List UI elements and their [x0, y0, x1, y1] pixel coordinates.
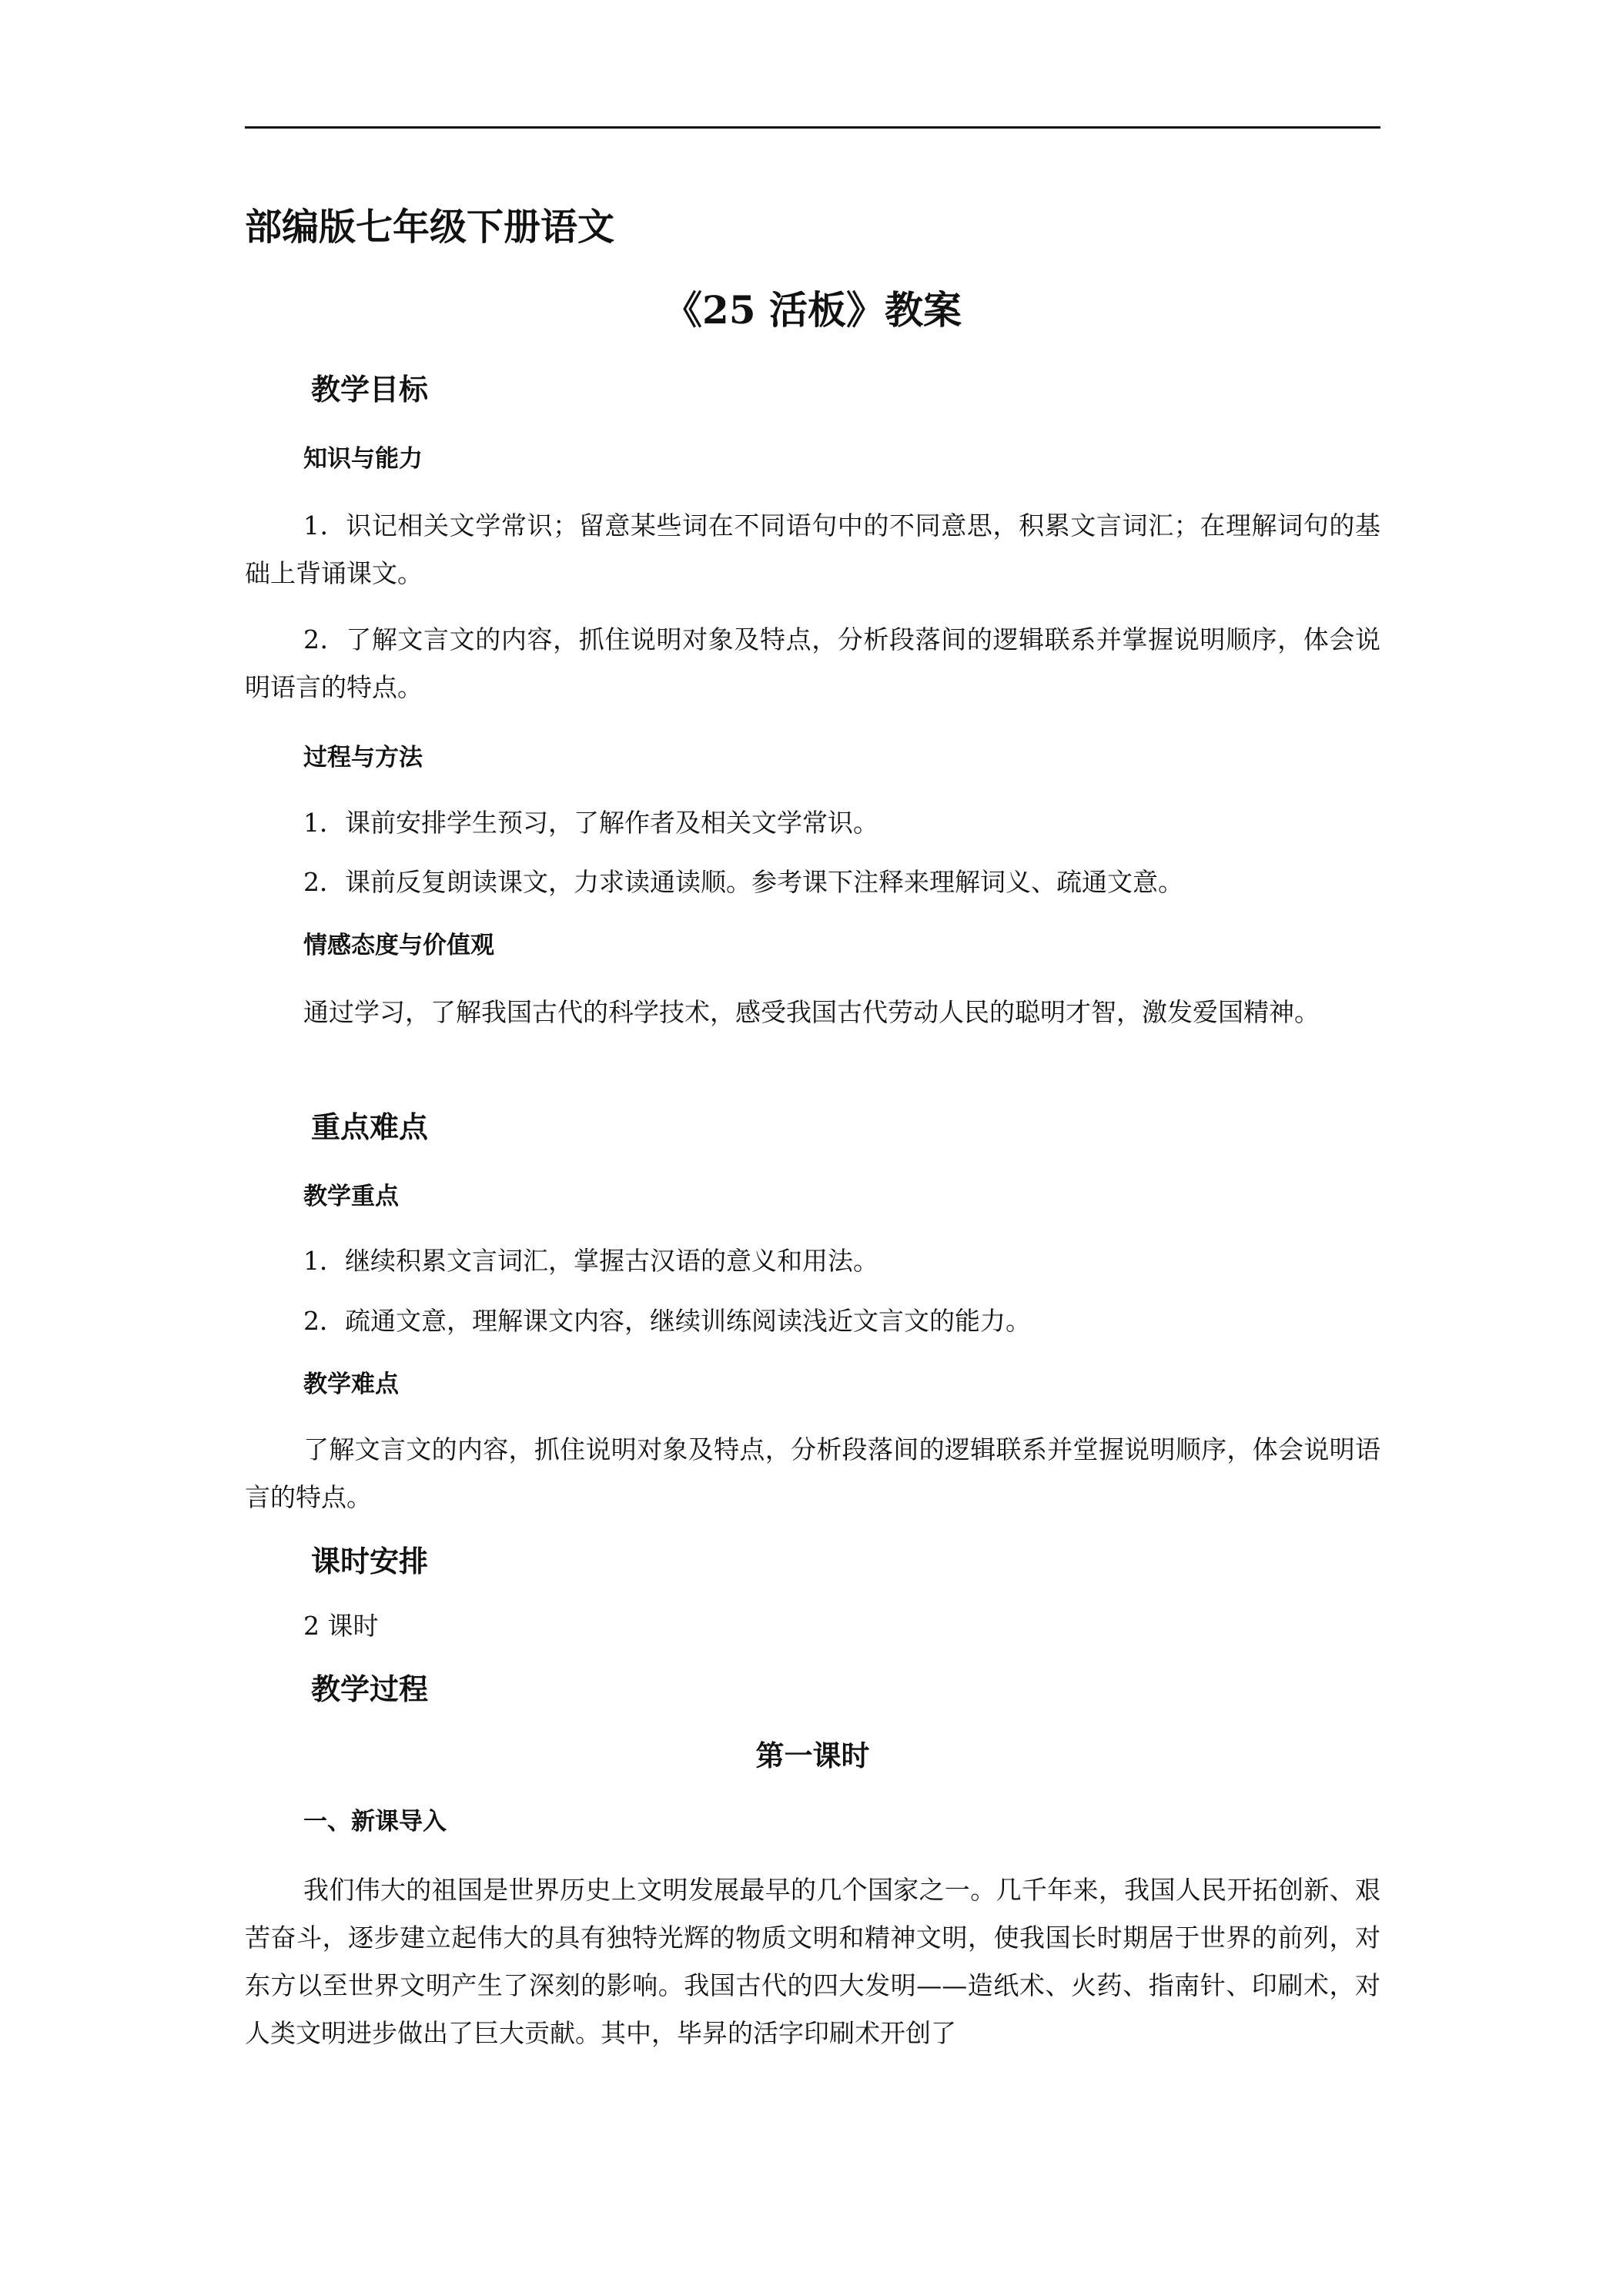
section-heading-process: 教学过程 — [311, 1672, 429, 1706]
period-heading: 第一课时 — [755, 1739, 870, 1772]
subheading-intro: 一、新课导入 — [303, 1808, 447, 1836]
schedule-text: 2 课时 — [303, 1611, 379, 1641]
lesson-title: 《25 活板》教案 — [664, 287, 962, 333]
process-item-2: 2．课前反复朗读课文，力求读通读顺。参考课下注释来理解词义、疏通文意。 — [303, 867, 1183, 897]
process-item-1: 1．课前安排学生预习，了解作者及相关文学常识。 — [303, 808, 878, 838]
key-item-1: 1．继续积累文言词汇，掌握古汉语的意义和用法。 — [303, 1246, 878, 1276]
subheading-hard-points: 教学难点 — [303, 1371, 399, 1398]
subheading-process: 过程与方法 — [303, 744, 423, 771]
section-heading-schedule: 课时安排 — [311, 1545, 429, 1578]
section-heading-difficulties: 重点难点 — [311, 1110, 429, 1144]
intro-text: 我们伟大的祖国是世界历史上文明发展最早的几个国家之一。几千年来，我国人民开拓创新、艰苦奋斗，逐步建立起伟大的具有独特光辉的物质文明和精神文明，使我国长时期居于世界的前列，对东方以至世界文明产生了深刻的影响。我国古代的四大发明——造纸术、火药、指南针、印刷术，对人类文明进步做出了巨大贡献。其中，毕昇的活字印刷术开创了 — [245, 1875, 1380, 2048]
subheading-key-points: 教学重点 — [303, 1183, 399, 1210]
key-item-2: 2．疏通文意，理解课文内容，继续训练阅读浅近文言文的能力。 — [303, 1306, 1031, 1336]
header-rule — [245, 126, 1380, 129]
knowledge-item-1: 1．识记相关文学常识；留意某些词在不同语句中的不同意思，积累文言词汇；在理解词句的基础上背诵课文。 — [245, 510, 1380, 588]
subheading-attitude: 情感态度与价值观 — [303, 932, 494, 959]
subheading-knowledge: 知识与能力 — [303, 445, 423, 473]
section-heading-goals: 教学目标 — [311, 373, 429, 407]
attitude-text: 通过学习，了解我国古代的科学技术，感受我国古代劳动人民的聪明才智，激发爱国精神。 — [303, 997, 1320, 1027]
document-title: 部编版七年级下册语文 — [245, 206, 615, 249]
knowledge-item-2: 2．了解文言文的内容，抓住说明对象及特点，分析段落间的逻辑联系并掌握说明顺序，体会说明语言的特点。 — [245, 624, 1380, 702]
hard-points-text: 了解文言文的内容，抓住说明对象及特点，分析段落间的逻辑联系并堂握说明顺序，体会说明语言的特点。 — [245, 1434, 1380, 1512]
